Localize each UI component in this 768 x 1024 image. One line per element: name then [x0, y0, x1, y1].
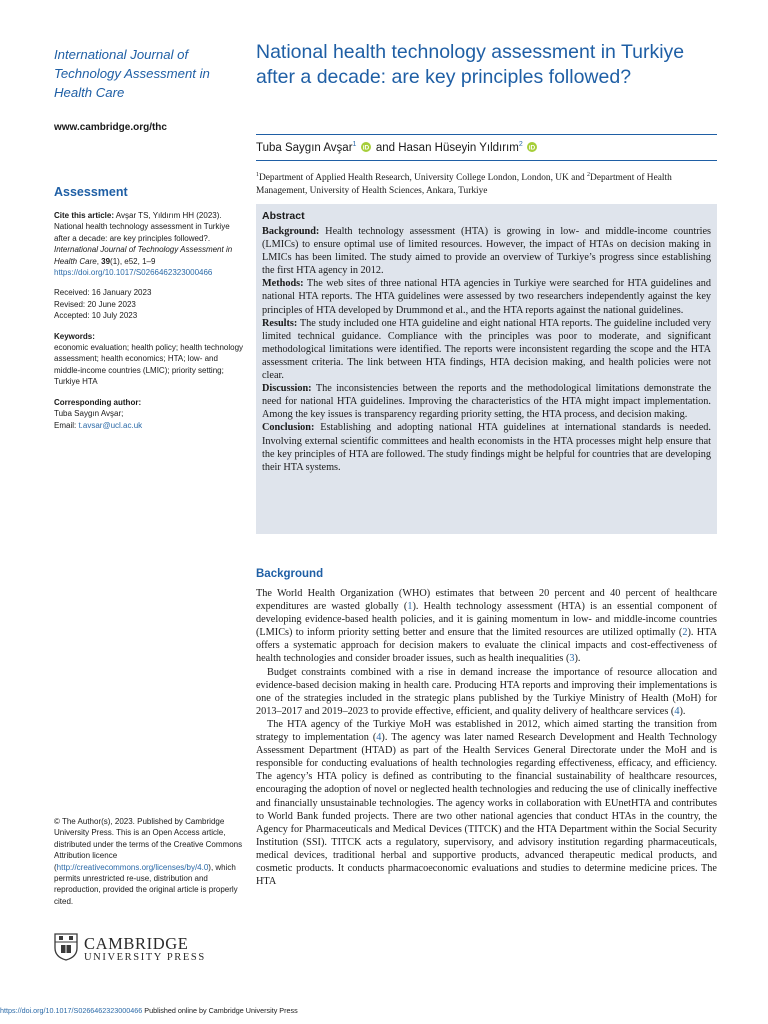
journal-name: International Journal of Technology Assessment in Health Care: [54, 47, 210, 100]
orcid-icon[interactable]: [361, 142, 371, 152]
license-notice: [54, 816, 244, 907]
body-text-run: ). The agency was later named Research Development and Health Technology Assessment Department (HTAD) as part of the Health Services General Directorate under the MoH and is responsible for conducting evaluations of health technologies regarding effectiveness, efficacy, and efficiency. The agency’s HTA policy is defined as contributing to the financial sustainability of healthcare resources, encouraging the adoption of novel or neglected health technologies and reducing the use of clinically ineffective and financially unsustainable technologies. The agency works in collaboration with EUnetHTA and contributes to World Bank funded projects. There are two other national agencies that conduct HTAs in the country, the Agency for Pharmaceuticals and Medical Devices (TITCK) and the HTA Department within the Social Security Institution (SSI). TITCK acts a regulatory, supervisory, and advisory institution regarding pharmaceuticals, medical devices, traditional herbal and supportive products, advanced therapeutic medical products, and cosmetic products. It conducts pharmacoeconomic evaluations and studies to determine medicine prices. The HTA: [256, 732, 717, 888]
abstract-conclusion-label: Conclusion:: [262, 422, 315, 434]
cite-volume: 39: [101, 256, 111, 266]
page-footer: [0, 1006, 768, 1015]
affiliation-2-sup: 2: [587, 172, 591, 178]
footer-doi-link[interactable]: https://doi.org/10.1017/S0266462323000466: [0, 1006, 143, 1015]
abstract-discussion-text: The inconsistencies between the reports and the methodological limitations demonstrate the need for national HTA guidelines. Improving the characteristics of the HTA might impact implementation. Among the key issues is transparency regarding priority setting, the HTA process, and decision making.: [262, 383, 711, 421]
license-text-start: © The Author(s), 2023. Published by Cambridge University Press. This is an Open Access article, distributed under the terms of the Creative Commons Attribution licence (: [54, 817, 243, 872]
reference-link[interactable]: 2: [682, 627, 688, 639]
email-label: Email:: [54, 420, 79, 430]
body-text-run: ). HTA offers a systematic approach for decision makers to evaluate the clinical impacts and cost-effectiveness of health technologies and consider broader issues, such as health inequalities (: [256, 627, 717, 665]
revised-date: Revised: 20 June 2023: [54, 299, 136, 309]
keywords-label: Keywords:: [54, 331, 95, 341]
abstract-heading: Abstract: [262, 210, 305, 222]
author-line: [256, 141, 539, 154]
background-heading: Background: [256, 568, 324, 580]
abstract-conclusion-text: Establishing and adopting national HTA guidelines at international standards is needed. Involving external scientific committees and health economists in the HTA processes might help ensure that the key principles of HTA are followed. The study findings might be helpful for countries that are developing their HTA systems.: [262, 422, 711, 473]
author-1-affiliation-sup: 1: [352, 141, 357, 148]
reference-link[interactable]: 3: [569, 653, 575, 665]
cite-pages: (1), e52, 1–9: [110, 256, 156, 266]
cite-text: Avşar TS, Yıldırım HH (2023). National health technology assessment in Turkiye after a decade: are key principles followed?.: [54, 211, 230, 243]
svg-text:iD: iD: [362, 144, 369, 152]
abstract-discussion-label: Discussion:: [262, 383, 312, 395]
received-date: Received: 16 January 2023: [54, 288, 152, 298]
cambridge-logo: [54, 933, 206, 966]
affiliations: [256, 169, 717, 197]
orcid-icon[interactable]: [527, 142, 537, 152]
footer-text: Published online by Cambridge University Press: [142, 1006, 298, 1015]
abstract-results: [262, 317, 711, 382]
cite-label: Cite this article:: [54, 211, 115, 220]
abstract-results-text: The study included one HTA guideline and eight national HTA reports. The guideline included very limited technical guidance. Compliance with the principles was poor to moderate, and significant methodological limitations were identified. The reports were inconsistent regarding the scope and the HTA assessment criteria. The link between HTA findings, HTA decision making, and health policies were not clear.: [262, 317, 711, 382]
affiliation-2: Department of Health Management, University of Health Sciences, Ankara, Turkiye: [256, 173, 672, 196]
reference-link[interactable]: 4: [376, 732, 382, 744]
body-paragraph: [256, 587, 717, 666]
abstract-box: [256, 204, 717, 534]
logo-word-university-press: UNIVERSITY PRESS: [84, 951, 206, 963]
abstract-methods: [262, 277, 711, 316]
cite-volume-prefix: ,: [96, 256, 102, 266]
body-text-run: The World Health Organization (WHO) estimates that between 20 percent and 40 percent of healthcare expenditures are wasted globally (: [256, 588, 717, 613]
email-link[interactable]: t.avsar@ucl.ac.uk: [78, 420, 143, 430]
body-text-run: Budget constraints combined with a rise in demand increase the importance of resource allocation and evidence-based decision making in health care. Producing HTA reports and improving their implementations is one of the strategies included in the strategic plans published by the Turkiye Ministry of Health (MoH) for 2013–2017 and 2019–2023 to provide effective, efficient, and quality delivery of healthcare services (: [256, 666, 717, 717]
abstract-background-label: Background:: [262, 226, 320, 237]
license-link[interactable]: http://creativecommons.org/licenses/by/4.0: [56, 862, 209, 872]
corresponding-author-label: Corresponding author:: [54, 397, 142, 407]
body-text: [256, 587, 717, 888]
abstract-conclusion: [262, 421, 711, 473]
abstract-methods-text: The web sites of three national HTA agencies in Turkiye were searched for HTA guidelines and national HTA reports. The HTA guidelines were assessed by two researchers independently against the key principles of HTA developed by Drummond et al., and the HTA reports against the national guidelines.: [262, 278, 711, 316]
corresponding-email-line: [54, 420, 244, 431]
citation-block: [54, 210, 244, 278]
crest-icon: [54, 933, 78, 966]
accepted-date: Accepted: 10 July 2023: [54, 311, 138, 321]
abstract-background-text: Health technology assessment (HTA) is growing in low- and middle-income countries (LMICs) to ensure optimal use of limited resources. However, the impact of HTAs on decision making in LMICs has been limited. The study aimed to provide an overview of Turkiye’s progress since establishing the first HTA agency in 2012.: [262, 226, 711, 277]
body-text-run: ). Health technology assessment (HTA) is an essential component of developing evidence-based health policies, and it is gaining momentum in low- and middle-income countries (LMICs) to inform priority setting better and ensure that the limited resources are utilized optimally (: [256, 601, 717, 639]
author-2-affiliation-sup: 2: [518, 141, 523, 148]
abstract-discussion: [262, 382, 711, 421]
cite-doi-link[interactable]: https://doi.org/10.1017/S0266462323000466: [54, 268, 213, 278]
abstract-background: [262, 225, 711, 277]
body-text-run: The HTA agency of the Turkiye MoH was established in 2012, which aimed starting the transition from strategy to implementation (: [256, 718, 717, 744]
abstract-methods-label: Methods:: [262, 278, 304, 290]
title-divider: [256, 134, 717, 135]
author-2-name: and Hasan Hüseyin Yıldırım: [372, 141, 519, 154]
article-metadata: [54, 210, 244, 431]
body-text-run: ).: [574, 653, 581, 665]
logo-word-cambridge: CAMBRIDGE: [84, 933, 189, 953]
cite-journal: International Journal of Technology Assessment in Health Care: [54, 245, 233, 266]
journal-website[interactable]: www.cambridge.org/thc: [54, 122, 167, 133]
keywords-list: economic evaluation; health policy; health technology assessment; health economics; HTA; low- and middle-income countries (LMIC); priority setting; Turkiye HTA: [54, 343, 244, 387]
article-section-label: Assessment: [54, 185, 128, 199]
body-paragraph: [256, 718, 717, 888]
author-1-name: Tuba Saygın Avşar: [256, 141, 353, 154]
reference-link[interactable]: 4: [674, 705, 680, 717]
svg-text:iD: iD: [528, 144, 536, 152]
body-text-run: ).: [679, 705, 686, 717]
affiliation-1: Department of Applied Health Research, University College London, London, UK and: [259, 173, 588, 184]
license-text-end: ), which permits unrestricted re-use, distribution and reproduction, provided the original article is properly cited.: [54, 862, 238, 906]
affiliation-1-sup: 1: [256, 172, 259, 178]
article-title: National health technology assessment in Turkiye after a decade: are key principles followed?: [256, 41, 685, 88]
corresponding-author-name: Tuba Saygın Avşar;: [54, 409, 124, 419]
reference-link[interactable]: 1: [407, 601, 413, 613]
author-divider: [256, 160, 717, 161]
abstract-results-label: Results:: [262, 317, 298, 329]
body-paragraph: [256, 666, 717, 718]
